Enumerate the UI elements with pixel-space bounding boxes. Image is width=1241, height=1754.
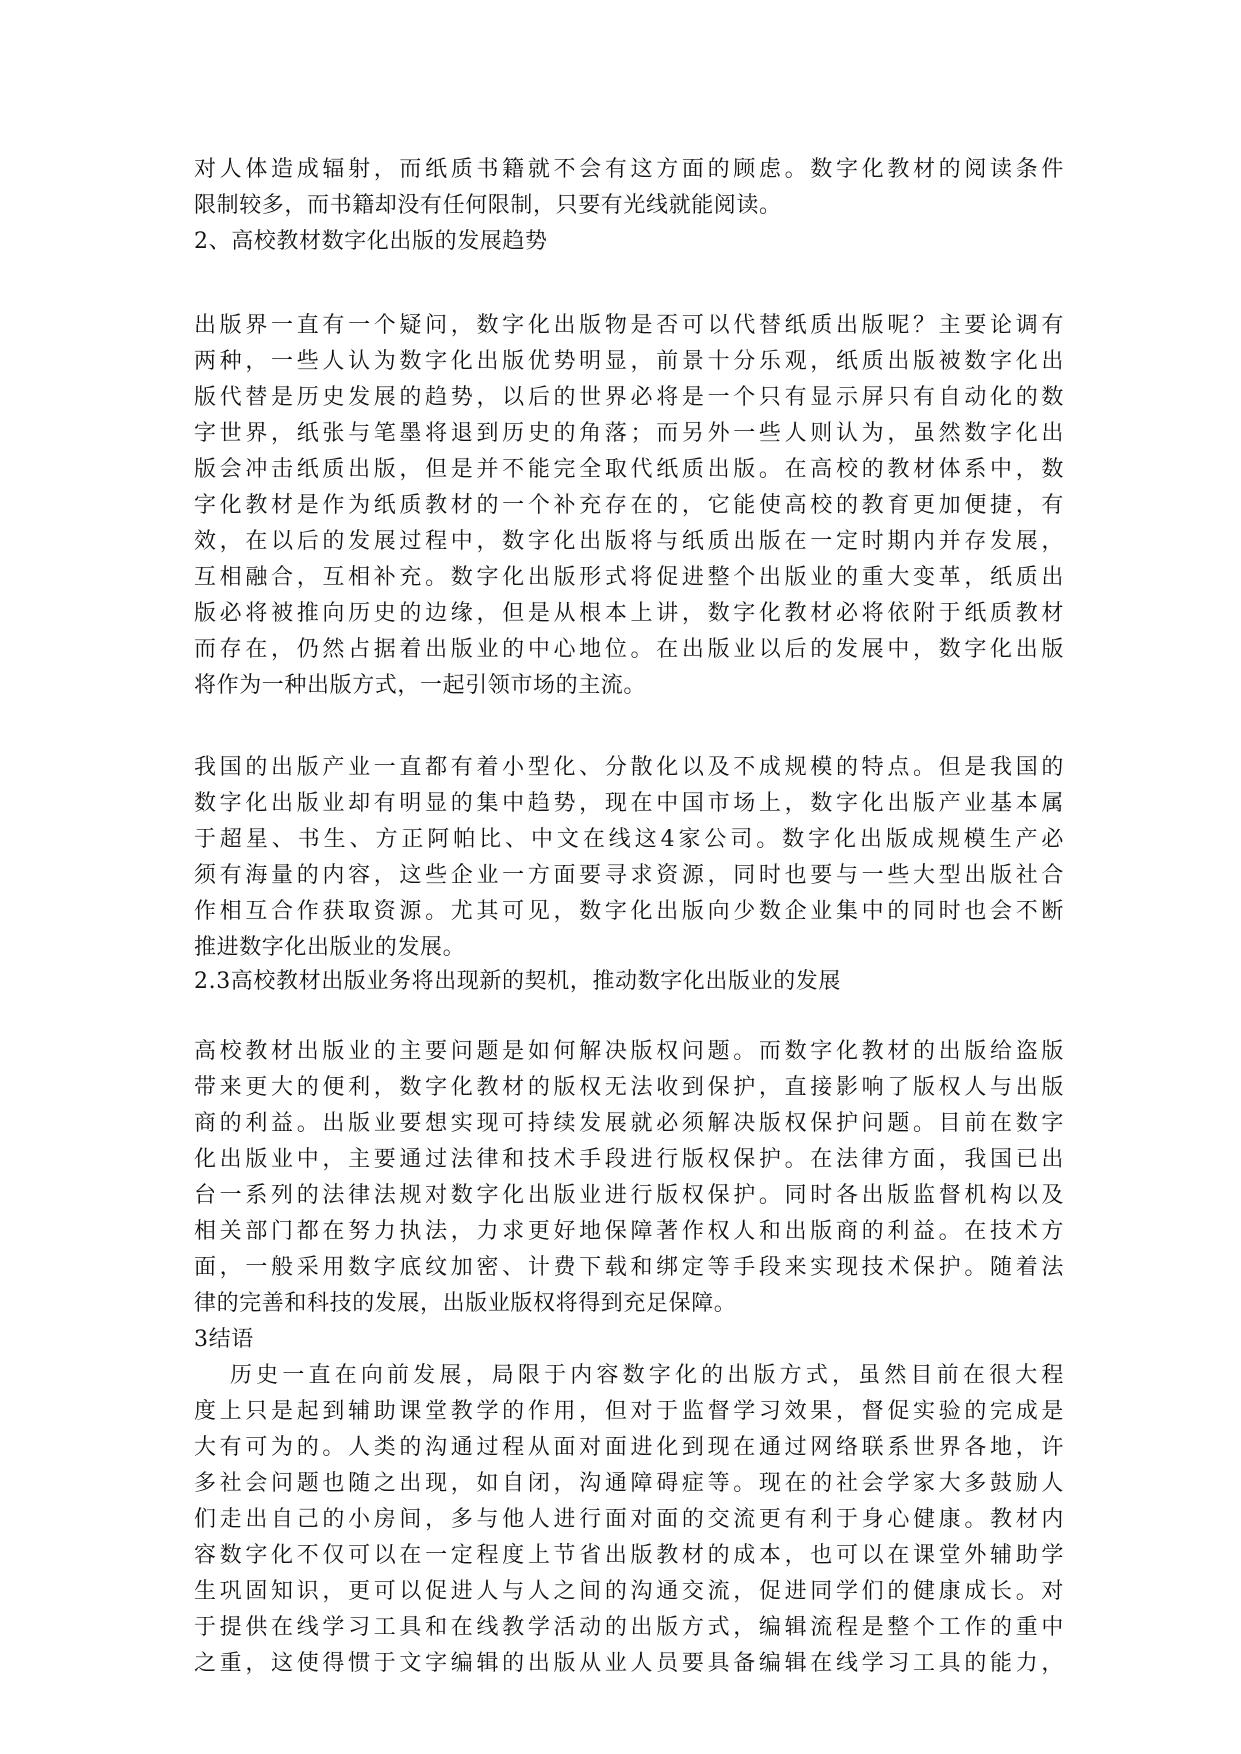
paragraph-4-line: 带来更大的便利，数字化教材的版权无法收到保护，直接影响了版权人与出版 <box>194 1075 1064 1100</box>
paragraph-2-line: 互相融合，互相补充。数字化出版形式将促进整个出版业的重大变革，纸质出 <box>194 565 1064 590</box>
paragraph-2-line: 版代替是历史发展的趋势，以后的世界必将是一个只有显示屏只有自动化的数 <box>194 385 1064 410</box>
paragraph-4-line: 相关部门都在努力执法，力求更好地保障著作权人和出版商的利益。在技术方 <box>194 1219 1064 1244</box>
paragraph-5-line: 之重，这使得惯于文字编辑的出版从业人员要具备编辑在线学习工具的能力， <box>194 1651 1064 1676</box>
paragraph-2-line: 字世界，纸张与笔墨将退到历史的角落；而另外一些人则认为，虽然数字化出 <box>194 421 1064 446</box>
paragraph-2-line: 而存在，仍然占据着出版业的中心地位。在出版业以后的发展中，数字化出版 <box>194 637 1064 662</box>
section-heading-3: 3结语 <box>194 1327 254 1352</box>
paragraph-3-line: 于超星、书生、方正阿帕比、中文在线这4家公司。数字化出版成规模生产必 <box>194 827 1064 852</box>
paragraph-4-line: 高校教材出版业的主要问题是如何解决版权问题。而数字化教材的出版给盗版 <box>194 1039 1064 1064</box>
paragraph-2-line: 将作为一种出版方式，一起引领市场的主流。 <box>194 673 647 698</box>
paragraph-3-line: 作相互合作获取资源。尤其可见，数字化出版向少数企业集中的同时也会不断 <box>194 899 1064 924</box>
paragraph-2-line: 两种，一些人认为数字化出版优势明显，前景十分乐观，纸质出版被数字化出 <box>194 349 1064 374</box>
paragraph-4-line: 台一系列的法律法规对数字化出版业进行版权保护。同时各出版监督机构以及 <box>194 1183 1064 1208</box>
paragraph-3-line: 数字化出版业却有明显的集中趋势，现在中国市场上，数字化出版产业基本属 <box>194 791 1064 816</box>
section-heading-2-3: 2.3高校教材出版业务将出现新的契机，推动数字化出版业的发展 <box>194 969 841 994</box>
paragraph-2-line: 字化教材是作为纸质教材的一个补充存在的，它能使高校的教育更加便捷，有 <box>194 493 1064 518</box>
paragraph-3-line: 我国的出版产业一直都有着小型化、分散化以及不成规模的特点。但是我国的 <box>194 755 1064 780</box>
paragraph-5-line: 大有可为的。人类的沟通过程从面对面进化到现在通过网络联系世界各地，许 <box>194 1435 1064 1460</box>
paragraph-5-line: 们走出自己的小房间，多与他人进行面对面的交流更有利于身心健康。教材内 <box>194 1507 1064 1532</box>
paragraph-5-line: 多社会问题也随之出现，如自闭，沟通障碍症等。现在的社会学家大多鼓励人 <box>194 1471 1064 1496</box>
paragraph-2-line: 出版界一直有一个疑问，数字化出版物是否可以代替纸质出版呢？主要论调有 <box>194 313 1064 338</box>
paragraph-4-line: 商的利益。出版业要想实现可持续发展就必须解决版权保护问题。目前在数字 <box>194 1111 1064 1136</box>
paragraph-5-line: 历史一直在向前发展，局限于内容数字化的出版方式，虽然目前在很大程 <box>230 1363 1064 1388</box>
paragraph-4-line: 化出版业中，主要通过法律和技术手段进行版权保护。在法律方面，我国已出 <box>194 1147 1064 1172</box>
paragraph-3-line: 推进数字化出版业的发展。 <box>194 935 466 960</box>
paragraph-2-line: 版会冲击纸质出版，但是并不能完全取代纸质出版。在高校的教材体系中，数 <box>194 457 1064 482</box>
paragraph-2-line: 效，在以后的发展过程中，数字化出版将与纸质出版在一定时期内并存发展， <box>194 529 1064 554</box>
paragraph-2-line: 版必将被推向历史的边缘，但是从根本上讲，数字化教材必将依附于纸质教材 <box>194 601 1064 626</box>
section-heading-2: 2、高校教材数字化出版的发展趋势 <box>194 229 548 254</box>
paragraph-3-line: 须有海量的内容，这些企业一方面要寻求资源，同时也要与一些大型出版社合 <box>194 863 1064 888</box>
paragraph-5-line: 度上只是起到辅助课堂教学的作用，但对于监督学习效果，督促实验的完成是 <box>194 1399 1064 1424</box>
paragraph-1-line: 对人体造成辐射，而纸质书籍就不会有这方面的顾虑。数字化教材的阅读条件 <box>194 157 1064 182</box>
paragraph-1-line: 限制较多，而书籍却没有任何限制，只要有光线就能阅读。 <box>194 193 782 218</box>
paragraph-5-line: 于提供在线学习工具和在线教学活动的出版方式，编辑流程是整个工作的重中 <box>194 1615 1064 1640</box>
paragraph-5-line: 生巩固知识，更可以促进人与人之间的沟通交流，促进同学们的健康成长。对 <box>194 1579 1064 1604</box>
paragraph-5-line: 容数字化不仅可以在一定程度上节省出版教材的成本，也可以在课堂外辅助学 <box>194 1543 1064 1568</box>
paragraph-4-line: 律的完善和科技的发展，出版业版权将得到充足保障。 <box>194 1291 737 1316</box>
paragraph-4-line: 面，一般采用数字底纹加密、计费下载和绑定等手段来实现技术保护。随着法 <box>194 1255 1064 1280</box>
